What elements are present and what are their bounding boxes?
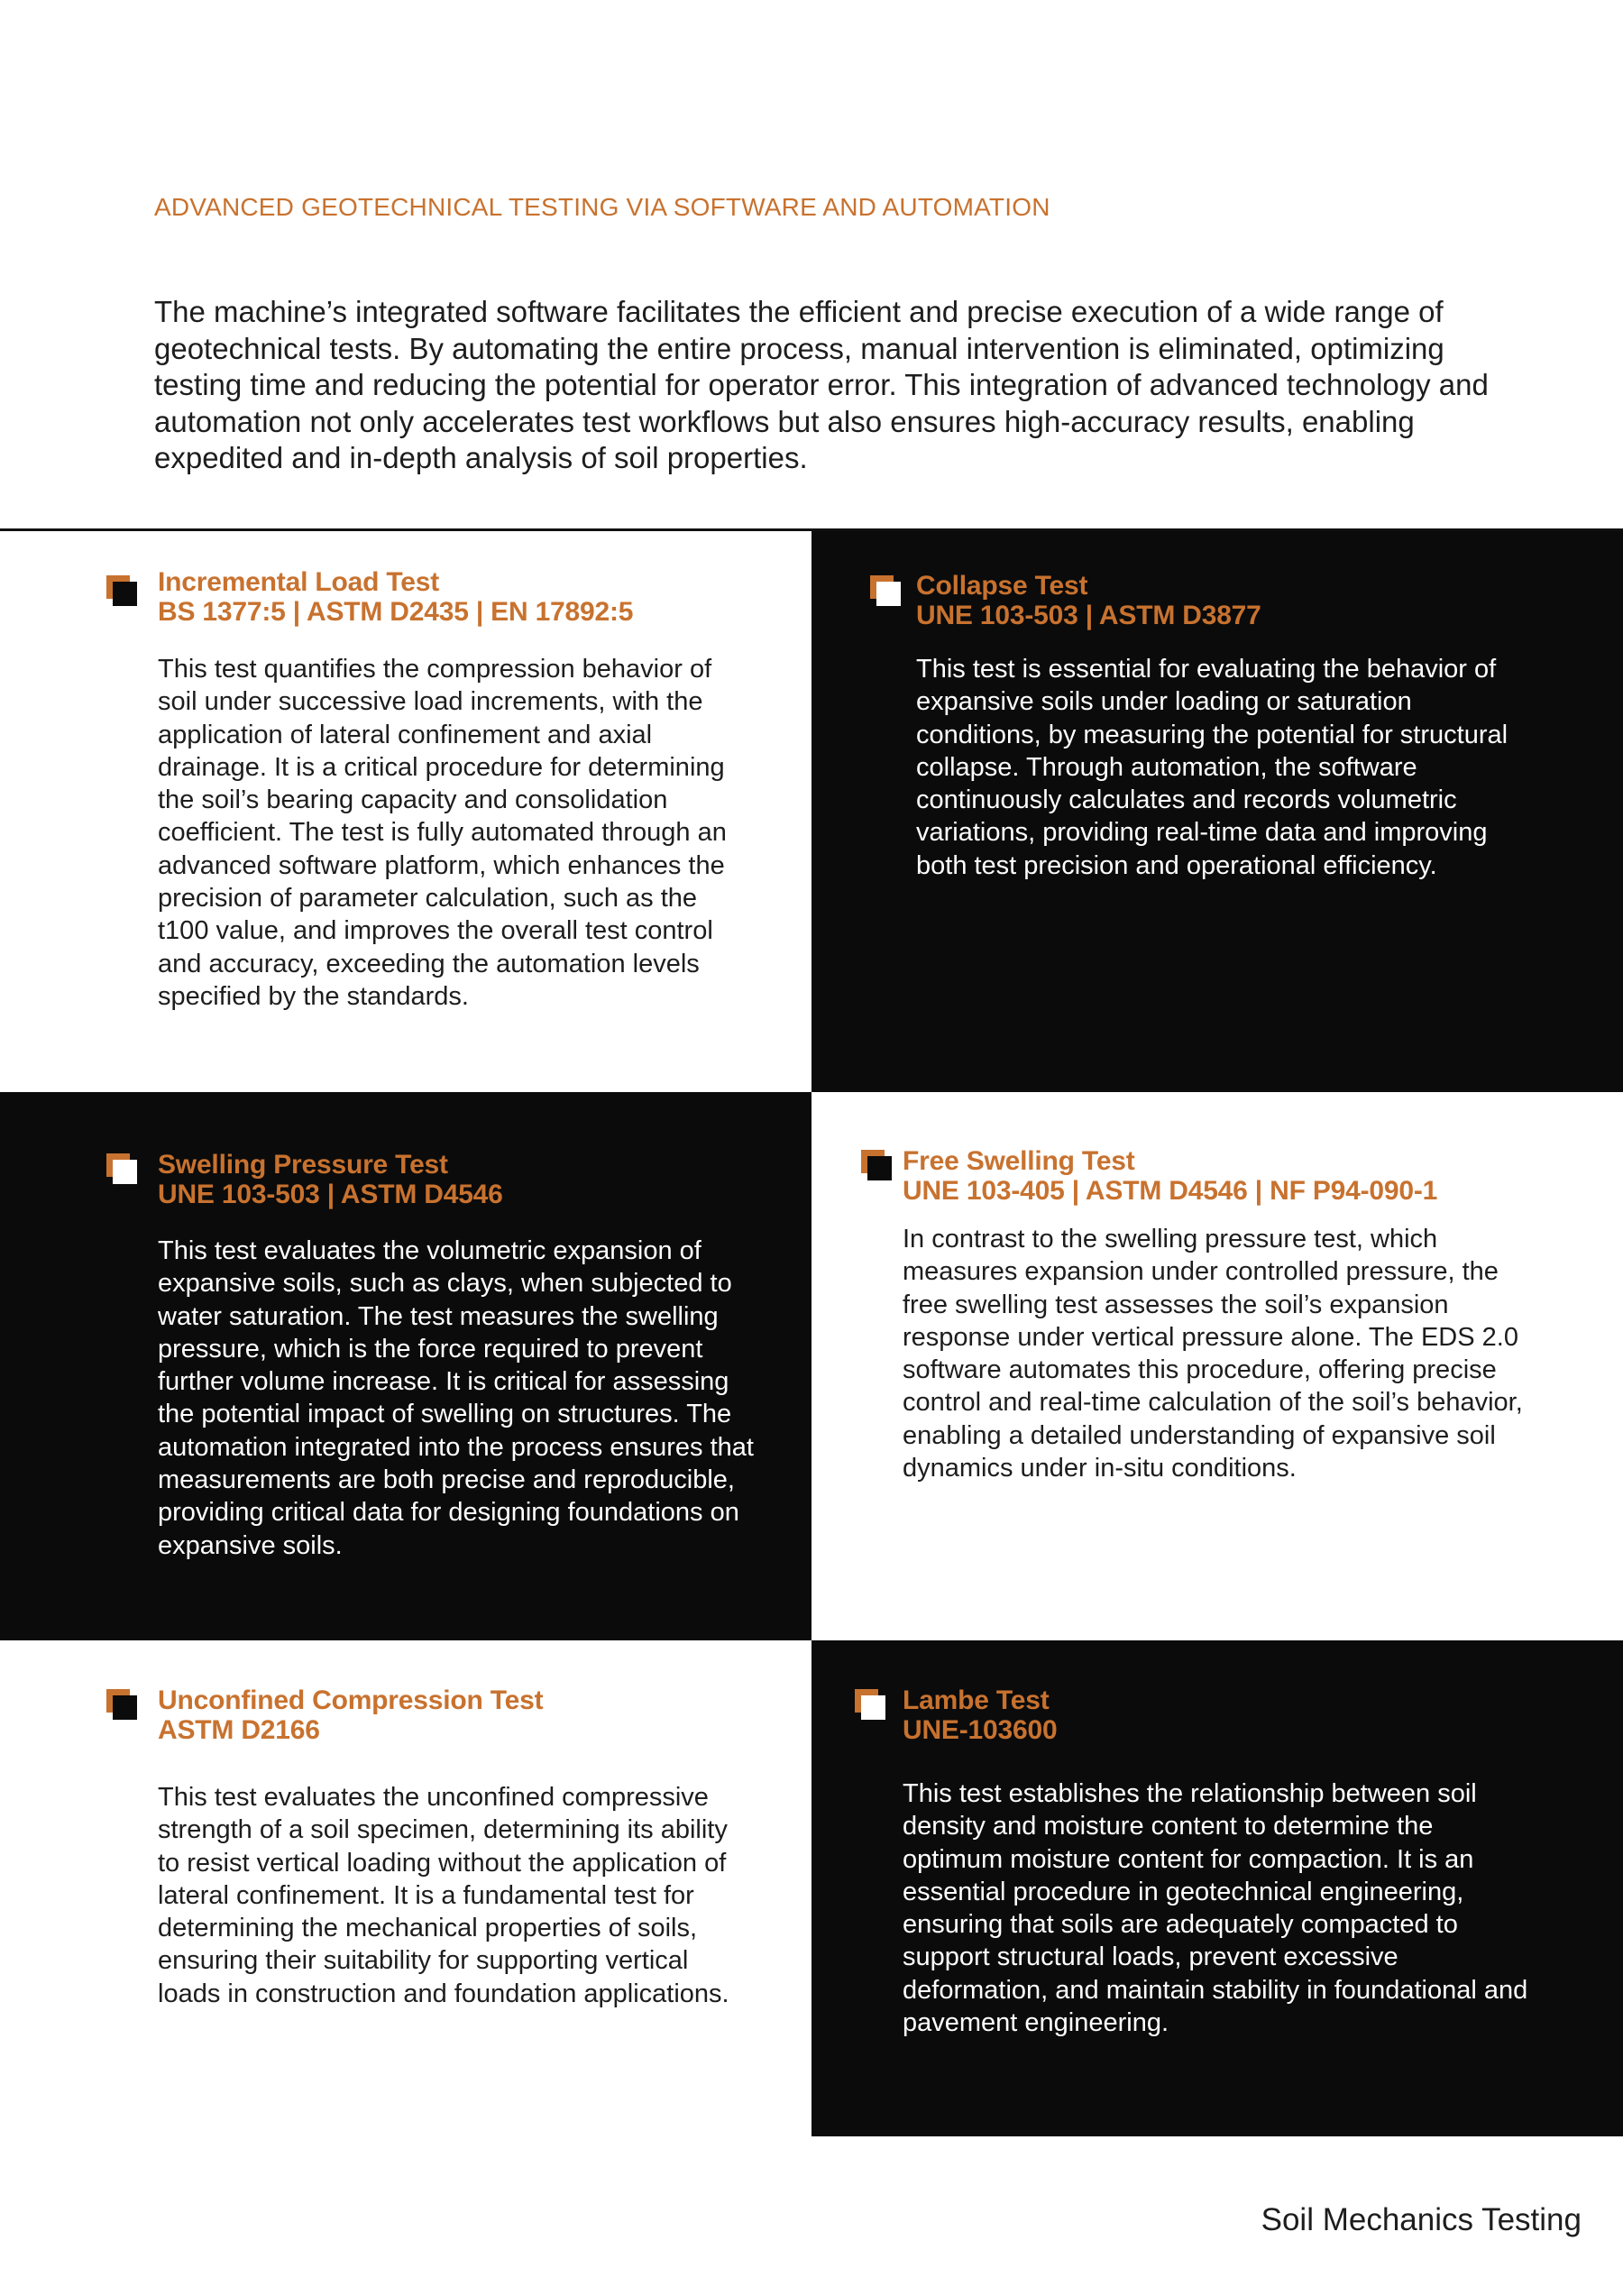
test-card-free-swelling xyxy=(812,1092,1623,1640)
test-title: Lambe Test UNE-103600 xyxy=(903,1685,1058,1745)
test-description: This test evaluates the unconfined compressive strength of a soil specimen, determining its ability to resist vertical loading without the application of lateral confinement. It is a fundamental test for determining the mechanical properties of soils, ensuring their suitability for supporting vertical loads in construction and foundation applications. xyxy=(158,1783,729,2008)
orange-bullet-icon xyxy=(106,575,141,610)
page-footer: Soil Mechanics Testing xyxy=(1261,2202,1582,2237)
intro-paragraph: The machine’s integrated software facilitates the efficient and precise execution of a wide range of geotechnical tests. By automating the entire process, manual intervention is eliminated, optimizing testing time and reducing the potential for operator error. This integration of advanced technology and automation not only accelerates test workflows but also ensures high-accuracy results, enabling expedited and in-depth analysis of soil properties. xyxy=(154,295,1489,474)
test-card-incremental-load xyxy=(0,531,812,1092)
test-description: In contrast to the swelling pressure test, which measures expansion under controlled pressure, the free swelling test assesses the soil’s expansion response under vertical pressure alone. The EDS 2.0 software automates this procedure, offering precise control and real-time calculation of the soil’s behavior, enabling a detailed understanding of expansive soil dynamics under in-situ conditions. xyxy=(903,1225,1523,1483)
orange-bullet-icon xyxy=(861,1150,895,1184)
test-card-unconfined-compression xyxy=(0,1640,812,2136)
section-eyebrow: ADVANCED GEOTECHNICAL TESTING VIA SOFTWARE AND AUTOMATION xyxy=(154,193,1050,221)
test-title: Free Swelling Test UNE 103-405 | ASTM D4546 | NF P94-090-1 xyxy=(903,1146,1438,1206)
test-title: Unconfined Compression Test ASTM D2166 xyxy=(158,1685,544,1745)
test-description: This test evaluates the volumetric expansion of expansive soils, such as clays, when subjected to water saturation. The test measures the swelling pressure, which is the force required to prevent further volume increase. It is critical for assessing the potential impact of swelling on structures. The automation integrated into the process ensures that measurements are both precise and reproducible, providing critical data for designing foundations on expansive soils. xyxy=(158,1236,754,1560)
test-description: This test quantifies the compression behavior of soil under successive load increments, with the application of lateral confinement and axial drainage. It is a critical procedure for determining the soil’s bearing capacity and consolidation coefficient. The test is fully automated through an advanced software platform, which enhances the precision of parameter calculation, such as the t100 value, and improves the overall test control and accuracy, exceeding the automation levels specified by the standards. xyxy=(158,655,727,1011)
orange-bullet-icon xyxy=(106,1153,141,1188)
test-card-swelling-pressure xyxy=(0,1092,812,1640)
test-description: This test establishes the relationship between soil density and moisture content to determine the optimum moisture content for compaction. It is an essential procedure in geotechnical engineering, ensuring that soils are adequately compacted to support structural loads, prevent excessive deformation, and maintain stability in foundational and pavement engineering. xyxy=(903,1779,1528,2038)
test-description: This test is essential for evaluating the behavior of expansive soils under loading or saturation conditions, by measuring the potential for structural collapse. Through automation, the software continuously calculates and records volumetric variations, providing real-time data and improving both test precision and operational efficiency. xyxy=(916,655,1508,880)
orange-bullet-icon xyxy=(870,575,904,610)
test-title: Collapse Test UNE 103-503 | ASTM D3877 xyxy=(916,571,1261,630)
test-card-collapse xyxy=(812,531,1623,1092)
test-title: Swelling Pressure Test UNE 103-503 | ASTM D4546 xyxy=(158,1150,503,1209)
orange-bullet-icon xyxy=(106,1689,141,1723)
test-title: Incremental Load Test BS 1377:5 | ASTM D2435 | EN 17892:5 xyxy=(158,567,634,627)
test-card-lambe xyxy=(812,1640,1623,2136)
orange-bullet-icon xyxy=(855,1689,889,1723)
